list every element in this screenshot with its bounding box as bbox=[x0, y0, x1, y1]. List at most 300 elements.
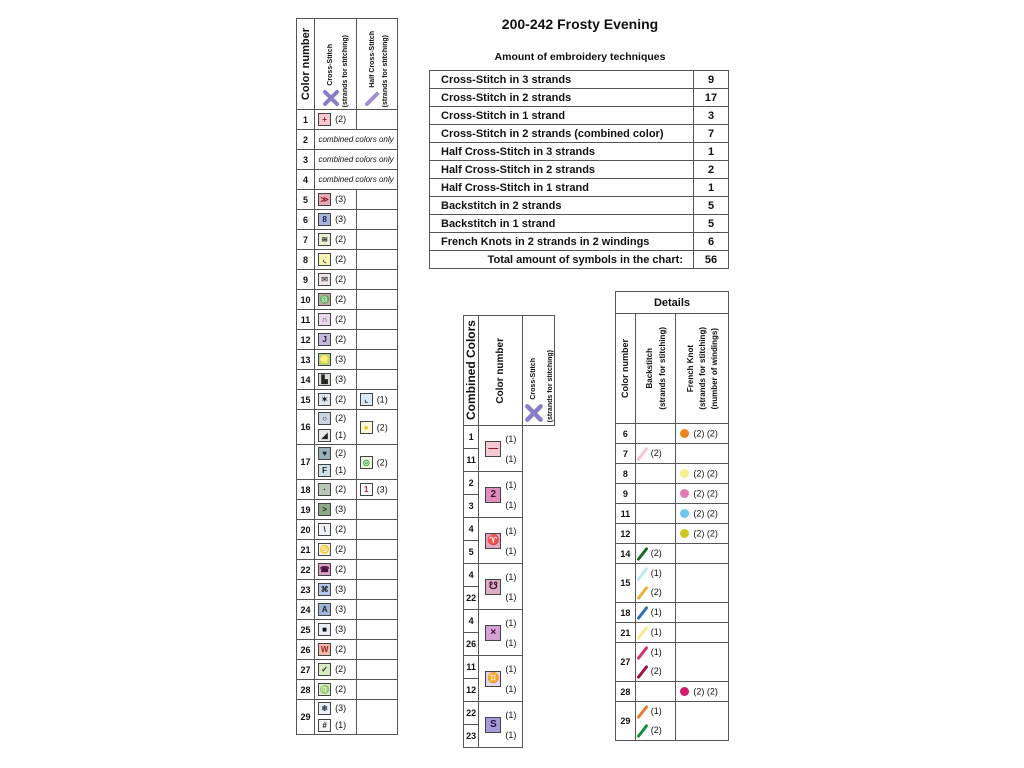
cross-stitch-cell bbox=[315, 480, 357, 500]
cross-stitch-entry bbox=[318, 251, 356, 268]
backstitch-line-icon bbox=[636, 446, 648, 460]
color-number: 28 bbox=[297, 680, 315, 700]
half-cross-cell bbox=[356, 370, 397, 390]
stitch-symbol: ⌘ bbox=[318, 583, 331, 596]
color-key-row bbox=[297, 560, 398, 580]
strand-count: (2) bbox=[335, 334, 347, 345]
color-key-row bbox=[297, 350, 398, 370]
french-knot-dot-icon bbox=[680, 469, 689, 478]
color-key-row bbox=[297, 600, 398, 620]
half-cross-cell bbox=[356, 270, 397, 290]
cross-stitch-entry bbox=[318, 231, 356, 248]
half-cross-cell bbox=[356, 700, 397, 735]
strand-count: (2) bbox=[376, 422, 388, 432]
backstitch-cell bbox=[635, 544, 676, 564]
strand-count: (1) bbox=[505, 479, 517, 490]
combined-strands bbox=[505, 664, 516, 694]
stitch-symbol: ◎ bbox=[360, 456, 373, 469]
stitch-symbol: J bbox=[318, 333, 331, 346]
strand-count: (3) bbox=[335, 584, 347, 595]
cross-stitch-x-icon bbox=[524, 403, 544, 423]
cross-stitch-entry bbox=[318, 462, 356, 479]
color-number: 11 bbox=[297, 310, 315, 330]
technique-label: Backstitch in 2 strands bbox=[430, 197, 694, 215]
stitch-symbol: ✶ bbox=[318, 393, 331, 406]
color-key-row bbox=[297, 230, 398, 250]
half-cross-cell bbox=[356, 540, 397, 560]
stitch-symbol: S bbox=[485, 717, 501, 733]
details-row bbox=[616, 682, 729, 702]
strand-count: (1) bbox=[505, 729, 517, 740]
backstitch-entry bbox=[636, 721, 676, 740]
strand-count: (1) bbox=[505, 525, 517, 536]
half-cross-cell bbox=[356, 350, 397, 370]
technique-label: Cross-Stitch in 1 strand bbox=[430, 107, 694, 125]
details-row bbox=[616, 702, 729, 741]
strand-count: (2) bbox=[650, 448, 662, 459]
cross-stitch-cell bbox=[315, 270, 357, 290]
strand-count: (1) bbox=[505, 637, 517, 648]
half-cross-entry bbox=[360, 456, 397, 469]
backstitch-entry bbox=[636, 564, 676, 583]
french-knot-cell bbox=[676, 702, 729, 741]
stitch-symbol: ✉ bbox=[318, 273, 331, 286]
color-number: 16 bbox=[297, 410, 315, 445]
details-row bbox=[616, 424, 729, 444]
strand-count: (1) bbox=[650, 647, 662, 658]
color-number: 17 bbox=[297, 445, 315, 480]
stitch-symbol: × bbox=[485, 625, 501, 641]
color-key-row bbox=[297, 410, 398, 445]
color-number: 5 bbox=[297, 190, 315, 210]
stitch-symbol: ☋ bbox=[485, 579, 501, 595]
french-knot-cell bbox=[676, 444, 729, 464]
technique-label: Half Cross-Stitch in 3 strands bbox=[430, 143, 694, 161]
cross-stitch-cell bbox=[315, 230, 357, 250]
strand-count: (1) bbox=[505, 453, 517, 464]
technique-label: French Knots in 2 strands in 2 windings bbox=[430, 233, 694, 251]
half-cross-cell bbox=[356, 640, 397, 660]
color-number: 9 bbox=[297, 270, 315, 290]
color-key-row bbox=[297, 640, 398, 660]
stitch-symbol: ⌞ bbox=[360, 393, 373, 406]
details-header-french-knot: French Knot (strands for stitching) (number of windings) bbox=[676, 314, 729, 424]
color-number: 2 bbox=[464, 472, 479, 495]
stitch-symbol: ✓ bbox=[318, 663, 331, 676]
strand-count: (1) bbox=[505, 571, 517, 582]
cross-stitch-entry bbox=[318, 601, 356, 618]
color-number: 6 bbox=[616, 424, 636, 444]
cross-stitch-entry bbox=[318, 351, 356, 368]
backstitch-entry bbox=[636, 444, 676, 463]
stitch-symbol: ▙ bbox=[318, 373, 331, 386]
color-key-row bbox=[297, 580, 398, 600]
color-key-row bbox=[297, 700, 398, 735]
combined-symbol-cell bbox=[479, 426, 523, 472]
backstitch-cell bbox=[635, 702, 676, 741]
details-table bbox=[615, 291, 729, 741]
color-number: 3 bbox=[297, 150, 315, 170]
backstitch-entry bbox=[636, 544, 676, 563]
cross-stitch-cell bbox=[315, 350, 357, 370]
cross-stitch-entry bbox=[318, 271, 356, 288]
color-key-row bbox=[297, 370, 398, 390]
half-cross-entry bbox=[360, 421, 397, 434]
cross-stitch-cell bbox=[315, 370, 357, 390]
strand-count: (1) bbox=[505, 499, 517, 510]
combined-entry bbox=[479, 572, 522, 602]
half-cross-cell bbox=[356, 290, 397, 310]
stitch-symbol: ◢ bbox=[318, 429, 331, 442]
backstitch-cell bbox=[635, 484, 676, 504]
stitch-symbol: ≋ bbox=[318, 233, 331, 246]
cross-stitch-x-icon bbox=[322, 89, 340, 107]
cross-stitch-entry bbox=[318, 621, 356, 638]
strand-count: (2) bbox=[335, 234, 347, 245]
cross-stitch-cell bbox=[315, 580, 357, 600]
technique-label: Cross-Stitch in 3 strands bbox=[430, 71, 694, 89]
combined-entry bbox=[479, 526, 522, 556]
combined-entry bbox=[479, 480, 522, 510]
color-number: 12 bbox=[464, 679, 479, 702]
amount-row bbox=[430, 143, 729, 161]
combined-symbol-cell bbox=[479, 610, 523, 656]
strand-count: (2) bbox=[335, 644, 347, 655]
stitch-symbol: ♎ bbox=[319, 295, 330, 305]
stitch-symbol: · bbox=[318, 483, 331, 496]
color-number: 11 bbox=[464, 449, 479, 472]
color-number: 15 bbox=[616, 564, 636, 603]
color-number: 11 bbox=[464, 656, 479, 679]
stitch-symbol: ≫ bbox=[318, 193, 331, 206]
technique-count: 2 bbox=[694, 161, 729, 179]
cross-stitch-entry bbox=[318, 481, 356, 498]
color-number: 24 bbox=[297, 600, 315, 620]
combined-header-cross-stitch: Cross-Stitch (strands for stitching) bbox=[523, 316, 555, 426]
half-cross-cell bbox=[356, 210, 397, 230]
amount-row bbox=[430, 161, 729, 179]
cross-stitch-cell bbox=[315, 110, 357, 130]
combined-entry bbox=[479, 710, 522, 740]
color-key-row bbox=[297, 290, 398, 310]
combined-strands bbox=[505, 480, 516, 510]
french-knot-cell bbox=[676, 504, 729, 524]
combined-row bbox=[464, 610, 555, 633]
stitch-symbol: ♈ bbox=[485, 533, 501, 549]
cross-stitch-entry bbox=[318, 581, 356, 598]
half-cross-cell bbox=[356, 600, 397, 620]
strand-count: (1) bbox=[505, 433, 517, 444]
half-cross-cell bbox=[356, 330, 397, 350]
color-key-row bbox=[297, 520, 398, 540]
combined-colors-table bbox=[463, 315, 555, 748]
details-body bbox=[616, 424, 729, 741]
color-number: 29 bbox=[297, 700, 315, 735]
color-key-row bbox=[297, 270, 398, 290]
color-key-row bbox=[297, 390, 398, 410]
half-cross-cell bbox=[356, 250, 397, 270]
details-row bbox=[616, 464, 729, 484]
french-knot-dot-icon bbox=[680, 509, 689, 518]
strand-count: (1) bbox=[650, 627, 662, 638]
french-knot-cell bbox=[676, 643, 729, 682]
combined-strands bbox=[505, 572, 516, 602]
header-color-number: Color number bbox=[297, 19, 315, 110]
technique-count: 5 bbox=[694, 197, 729, 215]
backstitch-entry bbox=[636, 623, 676, 642]
strand-count: (2) bbox=[650, 666, 662, 677]
color-number: 12 bbox=[616, 524, 636, 544]
total-label: Total amount of symbols in the chart: bbox=[430, 251, 694, 269]
color-key-row bbox=[297, 110, 398, 130]
half-cross-cell bbox=[356, 190, 397, 210]
color-key-row bbox=[297, 130, 398, 150]
color-number: 23 bbox=[297, 580, 315, 600]
color-key-row bbox=[297, 330, 398, 350]
stitch-symbol: ♥ bbox=[318, 447, 331, 460]
strand-count: (1) bbox=[650, 568, 662, 579]
strand-count: (2) (2) bbox=[693, 508, 718, 519]
color-key-row bbox=[297, 170, 398, 190]
combined-row bbox=[464, 564, 555, 587]
cross-stitch-entry bbox=[318, 561, 356, 578]
half-cross-cell bbox=[356, 230, 397, 250]
strand-count: (1) bbox=[650, 607, 662, 618]
strand-count: (3) bbox=[335, 374, 347, 385]
strand-count: (2) bbox=[335, 664, 347, 675]
strand-count: (2) bbox=[335, 274, 347, 285]
color-number: 13 bbox=[297, 350, 315, 370]
backstitch-entry bbox=[636, 583, 676, 602]
technique-label: Half Cross-Stitch in 1 strand bbox=[430, 179, 694, 197]
color-number: 4 bbox=[464, 518, 479, 541]
color-number: 12 bbox=[297, 330, 315, 350]
backstitch-cell bbox=[635, 524, 676, 544]
amount-row bbox=[430, 107, 729, 125]
color-number: 3 bbox=[464, 495, 479, 518]
color-number: 7 bbox=[297, 230, 315, 250]
color-number: 21 bbox=[297, 540, 315, 560]
cross-stitch-cell bbox=[315, 330, 357, 350]
combined-strands bbox=[505, 618, 516, 648]
combined-symbol-cell bbox=[479, 702, 523, 748]
color-number: 18 bbox=[297, 480, 315, 500]
cross-stitch-entry bbox=[318, 191, 356, 208]
half-cross-cell bbox=[356, 445, 397, 480]
backstitch-cell bbox=[635, 682, 676, 702]
cross-stitch-cell bbox=[315, 410, 357, 445]
color-number: 4 bbox=[464, 564, 479, 587]
combined-only-note: combined colors only bbox=[315, 170, 398, 190]
cross-stitch-entry bbox=[318, 111, 356, 128]
strand-count: (2) bbox=[335, 254, 347, 265]
color-key-row bbox=[297, 310, 398, 330]
color-number: 27 bbox=[297, 660, 315, 680]
backstitch-line-icon bbox=[636, 625, 648, 639]
strand-count: (3) bbox=[335, 624, 347, 635]
combined-header-color-number: Color number bbox=[479, 316, 523, 426]
amount-row bbox=[430, 179, 729, 197]
backstitch-line-icon bbox=[636, 546, 648, 560]
half-cross-cell bbox=[356, 110, 397, 130]
stitch-symbol: ♌ bbox=[319, 355, 330, 365]
header-half-cross: Half Cross-Stitch (strands for stitching) bbox=[356, 19, 397, 110]
combined-symbol-cell bbox=[479, 564, 523, 610]
half-cross-cell bbox=[356, 520, 397, 540]
backstitch-line-icon bbox=[636, 585, 648, 599]
strand-count: (2) (2) bbox=[693, 528, 718, 539]
cross-stitch-entry bbox=[318, 371, 356, 388]
backstitch-entry bbox=[636, 643, 676, 662]
french-knot-cell bbox=[676, 464, 729, 484]
strand-count: (1) bbox=[335, 720, 347, 731]
color-key-row bbox=[297, 660, 398, 680]
total-value: 56 bbox=[694, 251, 729, 269]
amount-row bbox=[430, 125, 729, 143]
amount-table bbox=[429, 70, 729, 269]
color-key-row bbox=[297, 620, 398, 640]
details-row bbox=[616, 444, 729, 464]
strand-count: (2) bbox=[335, 294, 347, 305]
cross-stitch-cell bbox=[315, 640, 357, 660]
combined-only-note: combined colors only bbox=[315, 150, 398, 170]
strand-count: (1) bbox=[335, 465, 347, 476]
stitch-symbol: 1 bbox=[360, 483, 373, 496]
color-key-row bbox=[297, 250, 398, 270]
color-key-body bbox=[297, 110, 398, 735]
cross-stitch-entry bbox=[318, 501, 356, 518]
strand-count: (3) bbox=[335, 214, 347, 225]
french-knot-dot-icon bbox=[680, 429, 689, 438]
strand-count: (2) bbox=[335, 413, 347, 424]
strand-count: (2) bbox=[335, 394, 347, 405]
color-number: 4 bbox=[297, 170, 315, 190]
backstitch-line-icon bbox=[636, 704, 648, 718]
color-number: 1 bbox=[464, 426, 479, 449]
backstitch-line-icon bbox=[636, 645, 648, 659]
stitch-symbol: 2 bbox=[485, 487, 501, 503]
half-cross-cell bbox=[356, 580, 397, 600]
strand-count: (2) bbox=[335, 684, 347, 695]
strand-count: (1) bbox=[335, 430, 347, 441]
strand-count: (3) bbox=[335, 354, 347, 365]
cross-stitch-cell bbox=[315, 390, 357, 410]
cross-stitch-cell bbox=[315, 310, 357, 330]
amount-row bbox=[430, 215, 729, 233]
combined-entry bbox=[479, 434, 522, 464]
half-cross-cell bbox=[356, 310, 397, 330]
backstitch-cell bbox=[635, 643, 676, 682]
color-key-row bbox=[297, 680, 398, 700]
backstitch-cell bbox=[635, 603, 676, 623]
cross-stitch-cell bbox=[315, 210, 357, 230]
strand-count: (3) bbox=[335, 604, 347, 615]
combined-row bbox=[464, 702, 555, 725]
strand-count: (2) bbox=[335, 544, 347, 555]
cross-stitch-cell bbox=[315, 445, 357, 480]
french-knot-cell bbox=[676, 564, 729, 603]
backstitch-line-icon bbox=[636, 605, 648, 619]
stitch-symbol: ◟ bbox=[318, 253, 331, 266]
color-number: 28 bbox=[616, 682, 636, 702]
color-number: 29 bbox=[616, 702, 636, 741]
strand-count: (1) bbox=[505, 683, 517, 694]
stitch-symbol: ♍ bbox=[319, 685, 330, 695]
color-key-row bbox=[297, 150, 398, 170]
half-cross-cell bbox=[356, 620, 397, 640]
french-knot-cell bbox=[676, 623, 729, 643]
french-knot-cell bbox=[676, 484, 729, 504]
cross-stitch-cell bbox=[315, 660, 357, 680]
combined-colors-body bbox=[464, 426, 555, 748]
half-cross-cell bbox=[356, 410, 397, 445]
half-cross-cell bbox=[356, 560, 397, 580]
strand-count: (1) bbox=[505, 663, 517, 674]
amount-row bbox=[430, 197, 729, 215]
amount-row bbox=[430, 233, 729, 251]
backstitch-cell bbox=[635, 623, 676, 643]
color-number: 14 bbox=[616, 544, 636, 564]
color-number: 21 bbox=[616, 623, 636, 643]
stitch-symbol: A bbox=[318, 603, 331, 616]
details-row bbox=[616, 623, 729, 643]
stitch-symbol: + bbox=[318, 113, 331, 126]
stitch-symbol: W bbox=[318, 643, 331, 656]
amount-total-row bbox=[430, 251, 729, 269]
technique-count: 1 bbox=[694, 143, 729, 161]
color-number: 19 bbox=[297, 500, 315, 520]
color-number: 2 bbox=[297, 130, 315, 150]
combined-only-note: combined colors only bbox=[315, 130, 398, 150]
strand-count: (2) bbox=[335, 114, 347, 125]
color-key-row bbox=[297, 540, 398, 560]
cross-stitch-entry bbox=[318, 291, 356, 308]
french-knot-cell bbox=[676, 682, 729, 702]
combined-row bbox=[464, 518, 555, 541]
technique-label: Backstitch in 1 strand bbox=[430, 215, 694, 233]
strand-count: (3) bbox=[335, 703, 347, 714]
cross-stitch-entry bbox=[318, 717, 356, 734]
color-number: 14 bbox=[297, 370, 315, 390]
color-number: 8 bbox=[297, 250, 315, 270]
half-cross-cell bbox=[356, 500, 397, 520]
combined-strands bbox=[505, 710, 516, 740]
french-knot-cell bbox=[676, 524, 729, 544]
technique-count: 5 bbox=[694, 215, 729, 233]
cross-stitch-entry bbox=[318, 521, 356, 538]
strand-count: (3) bbox=[376, 484, 388, 495]
color-number: 20 bbox=[297, 520, 315, 540]
cross-stitch-cell bbox=[315, 500, 357, 520]
color-number: 26 bbox=[464, 633, 479, 656]
details-row bbox=[616, 484, 729, 504]
french-knot-dot-icon bbox=[680, 687, 689, 696]
details-row bbox=[616, 504, 729, 524]
strand-count: (2) bbox=[335, 524, 347, 535]
color-number: 25 bbox=[297, 620, 315, 640]
amount-row bbox=[430, 71, 729, 89]
cross-stitch-entry bbox=[318, 331, 356, 348]
strand-count: (2) bbox=[335, 448, 347, 459]
details-row bbox=[616, 524, 729, 544]
stitch-symbol: F bbox=[318, 464, 331, 477]
stitch-symbol: ● bbox=[360, 421, 373, 434]
french-knot-cell bbox=[676, 424, 729, 444]
combined-symbol-cell bbox=[479, 472, 523, 518]
strand-count: (2) bbox=[335, 314, 347, 325]
technique-count: 17 bbox=[694, 89, 729, 107]
strand-count: (1) bbox=[376, 394, 388, 405]
